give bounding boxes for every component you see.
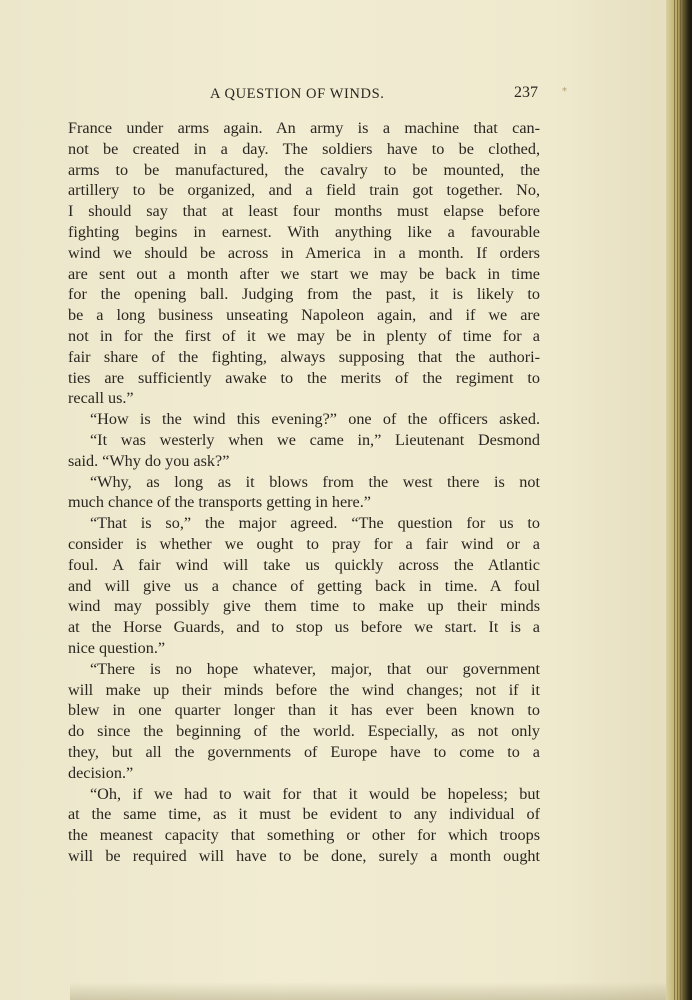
text-line: “How is the wind this evening?” one of the officers asked.	[90, 410, 540, 429]
text-line: are sent out a month after we start we may be back in time	[68, 264, 540, 283]
margin-mark: *	[562, 86, 567, 97]
text-line: do since the beginning of the world. Especially, as not only	[68, 722, 540, 741]
text-line: at the same time, as it must be evident to any individual of	[68, 805, 540, 824]
text-line: arms to be manufactured, the cavalry to be mounted, the	[68, 160, 540, 179]
running-head	[68, 84, 540, 106]
text-line: France under arms again. An army is a machine that can-	[68, 119, 540, 137]
body-text	[68, 118, 540, 867]
text-line: artillery to be organized, and a field train got together. No,	[68, 181, 540, 200]
text-line: they, but all the governments of Europe have to come to a	[68, 742, 540, 761]
text-line: wind we should be across in America in a month. If orders	[68, 243, 540, 262]
text-line: blew in one quarter longer than it has ever been known to	[68, 701, 540, 720]
text-line: will make up their minds before the wind changes; not if it	[68, 680, 540, 699]
text-line: much chance of the transports getting in here.”	[68, 493, 371, 512]
page-edge-lines	[674, 0, 686, 1000]
text-line: fair share of the fighting, always supposing that the authori-	[68, 347, 540, 366]
text-line: not in for the first of it we may be in plenty of time for a	[68, 326, 540, 345]
text-line: “That is so,” the major agreed. “The question for us to	[90, 514, 540, 533]
text-line: be a long business unseating Napoleon again, and if we are	[68, 306, 540, 325]
text-line: consider is whether we ought to pray for a fair wind or a	[68, 534, 540, 553]
text-line: not be created in a day. The soldiers have to be clothed,	[68, 139, 540, 158]
text-line: nice question.”	[68, 638, 166, 657]
text-line: “Oh, if we had to wait for that it would be hopeless; but	[90, 784, 540, 803]
page-bottom-shadow	[70, 982, 670, 1000]
text-line: “Why, as long as it blows from the west there is not	[90, 472, 540, 491]
text-line: fighting begins in earnest. With anything like a favourable	[68, 222, 540, 241]
text-line: at the Horse Guards, and to stop us before we start. It is a	[68, 618, 540, 637]
text-line: said. “Why do you ask?”	[68, 451, 230, 470]
text-line: and will give us a chance of getting back in time. A foul	[68, 576, 540, 595]
text-line: for the opening ball. Judging from the past, it is likely to	[68, 285, 540, 304]
text-line: decision.”	[68, 763, 134, 782]
text-line: I should say that at least four months must elapse before	[68, 202, 540, 221]
text-line: recall us.”	[68, 389, 134, 408]
page-edge	[666, 0, 692, 1000]
text-line: wind may possibly give them time to make up their minds	[68, 597, 540, 616]
text-line: will be required will have to be done, surely a month ought	[68, 846, 540, 865]
text-line: “There is no hope whatever, major, that our government	[90, 659, 540, 678]
text-line: foul. A fair wind will take us quickly across the Atlantic	[68, 555, 540, 574]
page-number: 237	[514, 84, 538, 101]
running-head-title: A QUESTION OF WINDS.	[210, 86, 385, 102]
text-line: “It was westerly when we came in,” Lieutenant Desmond	[90, 430, 540, 449]
text-line: ties are sufficiently awake to the merits of the regiment to	[68, 368, 540, 387]
text-line: the meanest capacity that something or other for which troops	[68, 826, 540, 845]
